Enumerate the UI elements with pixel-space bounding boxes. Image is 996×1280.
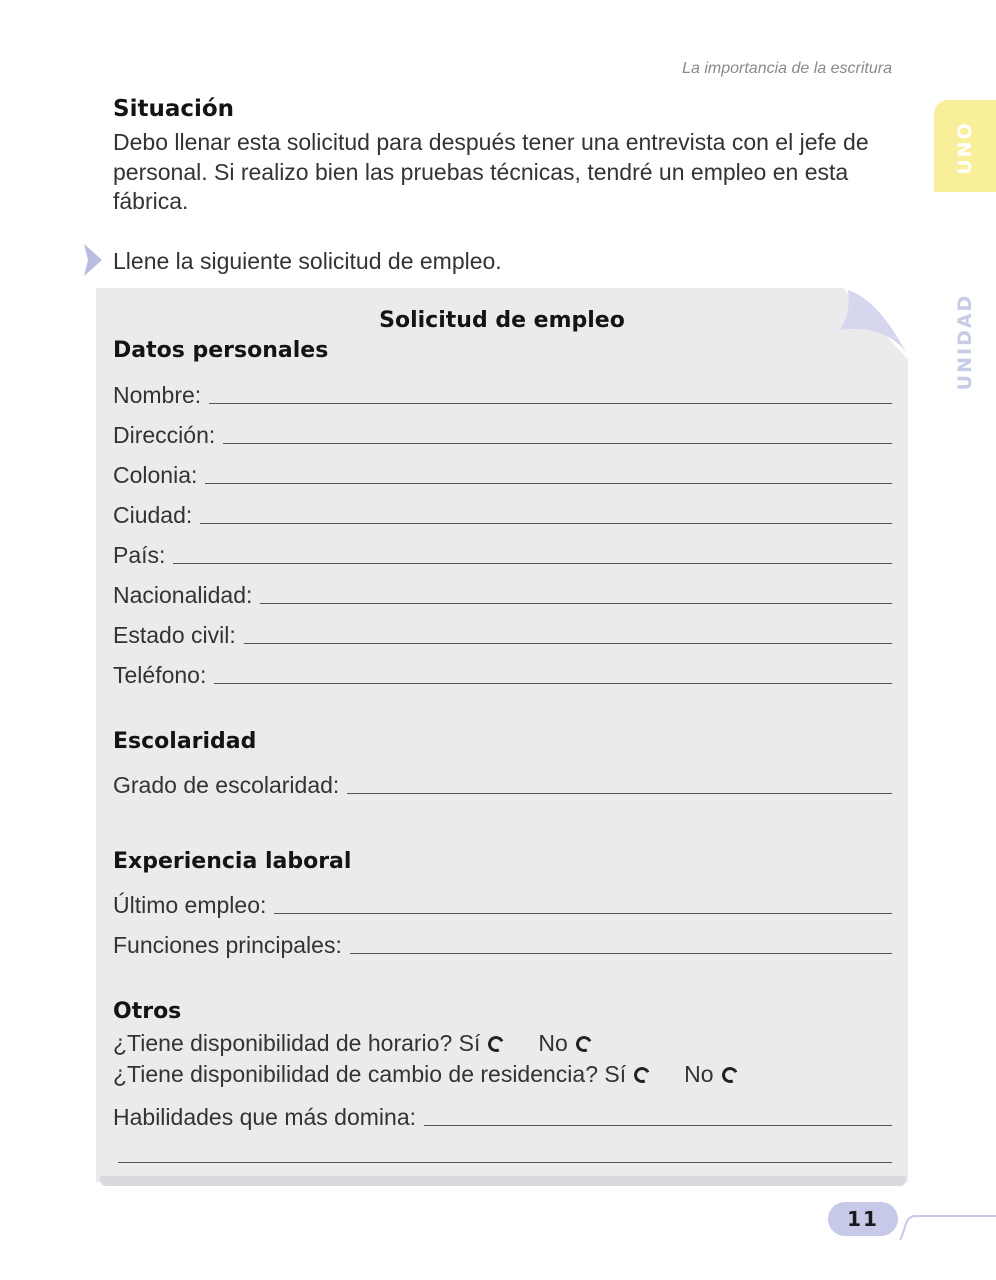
question-text: ¿Tiene disponibilidad de cambio de residencia? (113, 1061, 598, 1087)
field-label: Colonia: (113, 462, 198, 488)
write-line[interactable] (347, 792, 892, 794)
field-label: País: (113, 542, 166, 568)
field-label: Nombre: (113, 382, 202, 408)
yes-label: Sí (604, 1061, 627, 1087)
write-line[interactable] (424, 1124, 892, 1126)
form-card-shadow (100, 1176, 906, 1186)
running-head: La importancia de la escritura (682, 60, 892, 77)
write-line[interactable] (350, 952, 892, 954)
field-pais[interactable] (113, 538, 892, 568)
situation-text: Debo llenar esta solicitud para después tener una entrevista con el jefe de personal. Si realizo bien las pruebas técnicas, tendré un empleo en esta fábrica. (113, 129, 869, 214)
no-label: No (538, 1030, 568, 1056)
section-other-title: Otros (113, 999, 182, 1024)
extra-write-line[interactable] (118, 1162, 892, 1163)
radio-yes-icon[interactable] (632, 1064, 653, 1085)
question-text: ¿Tiene disponibilidad de horario? (113, 1030, 453, 1056)
field-label: Grado de escolaridad: (113, 772, 340, 798)
field-grado-escolaridad[interactable] (113, 768, 892, 798)
write-line[interactable] (173, 562, 892, 564)
field-nacionalidad[interactable] (113, 578, 892, 608)
section-experience-title: Experiencia laboral (113, 849, 352, 874)
no-label: No (684, 1061, 714, 1087)
radio-no-icon[interactable] (719, 1064, 740, 1085)
field-nombre[interactable] (113, 378, 892, 408)
page-number-swoosh-icon (894, 1212, 996, 1242)
field-label: Estado civil: (113, 622, 236, 648)
field-label: Último empleo: (113, 892, 267, 918)
write-line[interactable] (200, 522, 892, 524)
field-habilidades[interactable] (113, 1100, 892, 1130)
write-line[interactable] (223, 442, 892, 444)
field-estado-civil[interactable] (113, 618, 892, 648)
write-line[interactable] (209, 402, 892, 404)
write-line[interactable] (214, 682, 892, 684)
yes-label: Sí (458, 1030, 481, 1056)
write-line[interactable] (260, 602, 892, 604)
field-label: Ciudad: (113, 502, 193, 528)
field-label: Funciones principales: (113, 932, 342, 958)
unit-tab (934, 100, 996, 391)
instruction-text: Llene la siguiente solicitud de empleo. (113, 248, 502, 274)
radio-yes-icon[interactable] (486, 1033, 507, 1054)
field-label: Nacionalidad: (113, 582, 253, 608)
field-direccion[interactable] (113, 418, 892, 448)
question-relocation (113, 1061, 742, 1088)
form-title: Solicitud de empleo (379, 308, 625, 333)
write-line[interactable] (274, 912, 892, 914)
field-funciones[interactable] (113, 928, 892, 958)
unit-number-label: UNO (954, 121, 976, 175)
section-schooling-title: Escolaridad (113, 729, 257, 754)
field-telefono[interactable] (113, 658, 892, 688)
section-personal-title: Datos personales (113, 338, 329, 363)
field-label: Habilidades que más domina: (113, 1104, 417, 1130)
page-number: 11 (828, 1202, 898, 1236)
field-label: Dirección: (113, 422, 216, 448)
write-line[interactable] (244, 642, 892, 644)
field-label: Teléfono: (113, 662, 207, 688)
situation-title: Situación (113, 96, 235, 122)
field-colonia[interactable] (113, 458, 892, 488)
field-ciudad[interactable] (113, 498, 892, 528)
write-line[interactable] (205, 482, 892, 484)
radio-no-icon[interactable] (574, 1033, 595, 1054)
unit-label: UNIDAD (954, 293, 976, 391)
instruction-arrow-icon (82, 244, 102, 276)
field-ultimo-empleo[interactable] (113, 888, 892, 918)
question-schedule (113, 1030, 596, 1057)
